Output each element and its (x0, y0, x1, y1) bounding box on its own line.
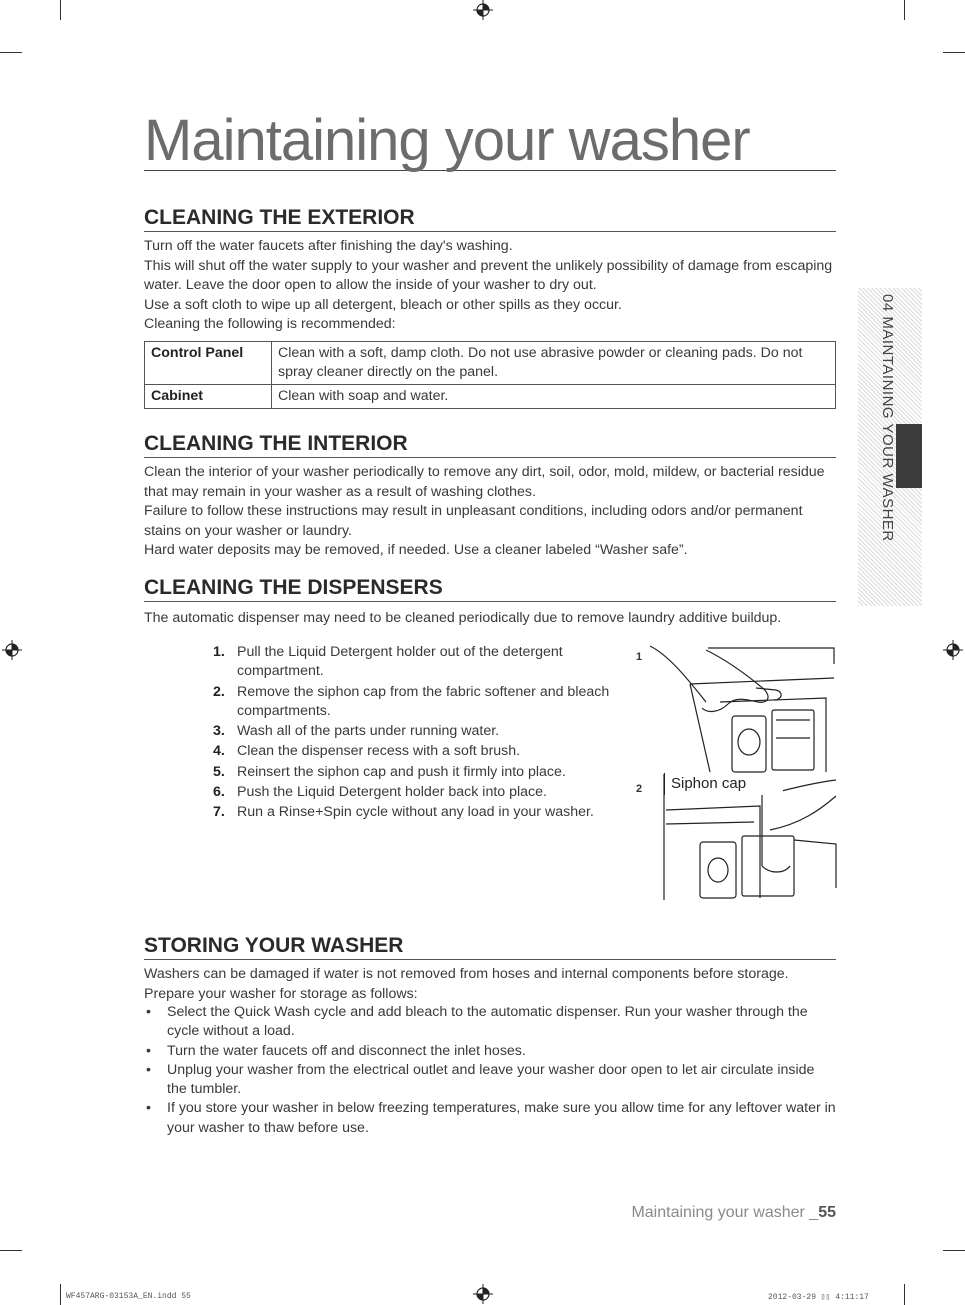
exterior-text (144, 237, 834, 335)
table-cell-part: Control Panel (145, 342, 272, 385)
step-number: 5. (213, 763, 225, 780)
side-tab-label: 04 MAINTAINING YOUR WASHER (879, 294, 896, 542)
step-text: Run a Rinse+Spin cycle without any load in your washer. (237, 804, 594, 821)
list-item (210, 742, 620, 761)
page-title: Maintaining your washer (144, 112, 836, 171)
bullet-text: If you store your washer in below freezing temperatures, make sure you allow time for any leftover water in your washer to thaw before use. (167, 1100, 836, 1136)
table-cell-part: Cabinet (145, 385, 272, 409)
bullet-text: Select the Quick Wash cycle and add bleach to the automatic dispenser. Run your washer through the cycle without a load. (167, 1004, 808, 1040)
table-row (145, 342, 836, 385)
list-item (210, 803, 620, 822)
figure-number: 1 (636, 651, 643, 663)
step-number: 2. (213, 683, 225, 700)
list-item (144, 1003, 836, 1042)
bullet-icon: • (146, 1100, 151, 1117)
list-item (144, 1061, 836, 1100)
cleaning-table (144, 341, 836, 409)
registration-mark-icon (2, 640, 22, 660)
storing-text (144, 965, 834, 1004)
footer-text: Maintaining your washer _ (631, 1204, 819, 1221)
paragraph: Washers can be damaged if water is not removed from hoses and internal components before storage. (144, 966, 789, 982)
bullet-icon: • (146, 1061, 151, 1078)
step-number: 4. (213, 743, 225, 760)
storing-bullets (144, 1003, 836, 1138)
crop-mark (60, 0, 61, 20)
registration-mark-icon (473, 0, 493, 20)
paragraph: Hard water deposits may be removed, if needed. Use a cleaner labeled “Washer safe”. (144, 542, 688, 558)
list-item (144, 1042, 836, 1061)
list-item (210, 763, 620, 782)
section-heading-exterior: CLEANING THE EXTERIOR (144, 206, 836, 232)
crop-mark (943, 52, 965, 53)
print-slug-filename: WF457ARG-03153A_EN.indd 55 (66, 1292, 191, 1301)
list-item (210, 783, 620, 802)
list-item (210, 722, 620, 741)
table-row (145, 385, 836, 409)
dispenser-drawer-illustration (650, 642, 838, 774)
print-slug-timestamp: 2012-03-29 ▯▯ 4:11:17 (768, 1293, 869, 1302)
paragraph: Use a soft cloth to wipe up all detergent, bleach or other spills as they occur. (144, 296, 622, 313)
crop-mark (943, 1250, 965, 1251)
step-text: Reinsert the siphon cap and push it firmly into place. (237, 763, 566, 780)
step-text: Wash all of the parts under running water. (237, 723, 500, 740)
dispenser-steps (210, 643, 620, 824)
table-cell-instruction: Clean with a soft, damp cloth. Do not use abrasive powder or cleaning pads. Do not spray cleaner directly on the panel. (272, 342, 836, 385)
step-number: 7. (213, 804, 225, 821)
step-text: Pull the Liquid Detergent holder out of the detergent compartment. (237, 644, 563, 680)
paragraph: Clean the interior of your washer periodically to remove any dirt, soil, odor, mold, mildew, or bacterial residue that may remain in your washer as a result of washing clothes. (144, 464, 825, 500)
bullet-text: Turn the water faucets off and disconnect the inlet hoses. (167, 1042, 526, 1059)
section-heading-storing: STORING YOUR WASHER (144, 934, 836, 960)
figure-number: 2 (636, 783, 643, 795)
side-tab-marker (896, 424, 922, 488)
crop-mark (904, 0, 905, 20)
paragraph: Cleaning the following is recommended: (144, 316, 396, 332)
crop-mark (0, 52, 22, 53)
bullet-text: Unplug your washer from the electrical outlet and leave your washer door open to let air circulate inside the tumbler. (167, 1061, 815, 1098)
dispensers-intro: The automatic dispenser may need to be cleaned periodically due to remove laundry additive buildup. (144, 610, 782, 626)
paragraph: Failure to follow these instructions may result in unpleasant conditions, including odors and/or permanent stains on your washer or laundry. (144, 503, 803, 539)
list-item (210, 643, 620, 682)
paragraph: Turn off the water faucets after finishing the day's washing. (144, 238, 513, 254)
paragraph: Prepare your washer for storage as follows: (144, 985, 418, 1002)
registration-mark-icon (473, 1284, 493, 1304)
bullet-icon: • (146, 1004, 151, 1020)
paragraph: This will shut off the water supply to your washer and prevent the unlikely possibility of damage from escaping water. Leave the door open to allow the inside of your washer to dry out. (144, 257, 833, 293)
step-text: Push the Liquid Detergent holder back into place. (237, 784, 547, 801)
bullet-icon: • (146, 1042, 151, 1059)
page-number: 55 (818, 1204, 836, 1221)
step-number: 6. (213, 784, 225, 801)
list-item (144, 1099, 836, 1138)
step-number: 3. (213, 723, 225, 740)
interior-text (144, 463, 834, 561)
crop-mark (0, 1250, 22, 1251)
table-cell-instruction: Clean with soap and water. (272, 385, 836, 409)
section-heading-dispensers: CLEANING THE DISPENSERS (144, 576, 836, 602)
step-text: Clean the dispenser recess with a soft brush. (237, 743, 521, 760)
crop-mark (60, 1284, 61, 1305)
siphon-cap-label: Siphon cap (664, 773, 783, 795)
page-footer (560, 1204, 836, 1222)
list-item (210, 683, 620, 722)
registration-mark-icon (943, 640, 963, 660)
section-heading-interior: CLEANING THE INTERIOR (144, 432, 836, 458)
crop-mark (904, 1284, 905, 1305)
step-text: Remove the siphon cap from the fabric softener and bleach compartments. (237, 683, 610, 719)
step-number: 1. (213, 644, 225, 660)
